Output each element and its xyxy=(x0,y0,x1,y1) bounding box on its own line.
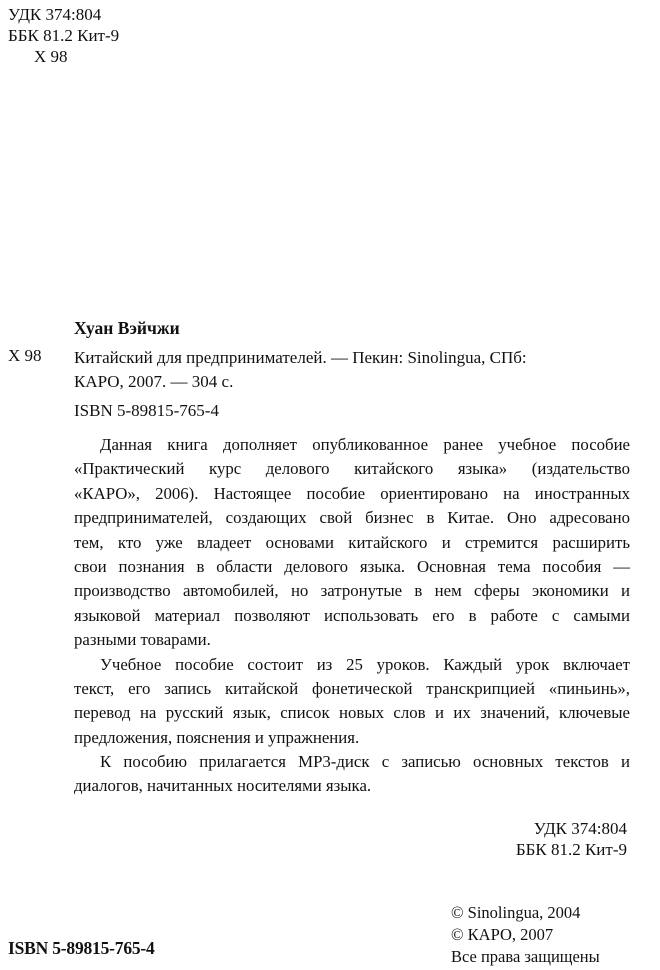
entry-isbn: ISBN 5-89815-765-4 xyxy=(74,401,219,420)
abstract-line: текст, его запись китайской фонетической транскрипцией «пиньинь», xyxy=(74,678,630,698)
copyright-line: © КАРО, 2007 xyxy=(451,925,554,944)
abstract-line: Учебное пособие состоит из 25 уроков. Каждый урок включает xyxy=(100,654,630,674)
bib-line: КАРО, 2007. — 304 с. xyxy=(74,372,234,391)
abstract-line: производство автомобилей, но затронутые в нем сферы экономики и xyxy=(74,581,630,601)
udk-code: УДК 374:804 xyxy=(8,5,102,24)
abstract-line: предложения, пояснения и упражнения. xyxy=(74,727,360,747)
abstract-line: К пособию прилагается МР3-диск с записью основных текстов и xyxy=(100,752,630,772)
author-mark: Х 98 xyxy=(34,47,68,66)
abstract-line: диалогов, начитанных носителями языка. xyxy=(74,776,372,796)
bbk-code: ББК 81.2 Кит-9 xyxy=(515,840,627,859)
entry-author-mark: Х 98 xyxy=(8,346,42,365)
abstract-line: разными товарами. xyxy=(74,630,211,650)
bib-line: Китайский для предпринимателей. — Пекин: Sinolingua, СПб: xyxy=(74,348,527,367)
abstract-line: языковой материал позволяют использовать его в работе с самыми xyxy=(74,605,630,625)
abstract-line: свои познания в области делового языка. Основная тема пособия — xyxy=(74,556,630,576)
copyright-line: © Sinolingua, 2004 xyxy=(451,903,581,922)
top-classification-codes xyxy=(8,4,119,67)
copyright-block xyxy=(451,902,600,968)
rights-reserved: Все права защищены xyxy=(451,947,600,966)
author-name: Хуан Вэйчжи xyxy=(74,318,180,338)
abstract-line: предпринимателей, создающих свой бизнес в Китае. Оно адресовано xyxy=(74,508,630,528)
abstract-line: Данная книга дополняет опубликованное ранее учебное пособие xyxy=(100,435,630,454)
udk-code: УДК 374:804 xyxy=(533,819,627,838)
isbn-bottom: ISBN 5-89815-765-4 xyxy=(8,938,155,958)
bottom-classification-codes xyxy=(497,818,627,860)
abstract-line: «Практический курс делового китайского языка» (издательство xyxy=(74,459,630,479)
bibliographic-description xyxy=(74,346,527,394)
abstract-line: перевод на русский язык, список новых слов и их значений, ключевые xyxy=(74,703,630,723)
bbk-code: ББК 81.2 Кит-9 xyxy=(8,26,120,45)
abstract xyxy=(74,433,630,799)
abstract-line: тем, кто уже владеет основами китайского и стремится расширить xyxy=(74,532,630,552)
abstract-line: «КАРО», 2006). Настоящее пособие ориентировано на иностранных xyxy=(74,483,630,503)
